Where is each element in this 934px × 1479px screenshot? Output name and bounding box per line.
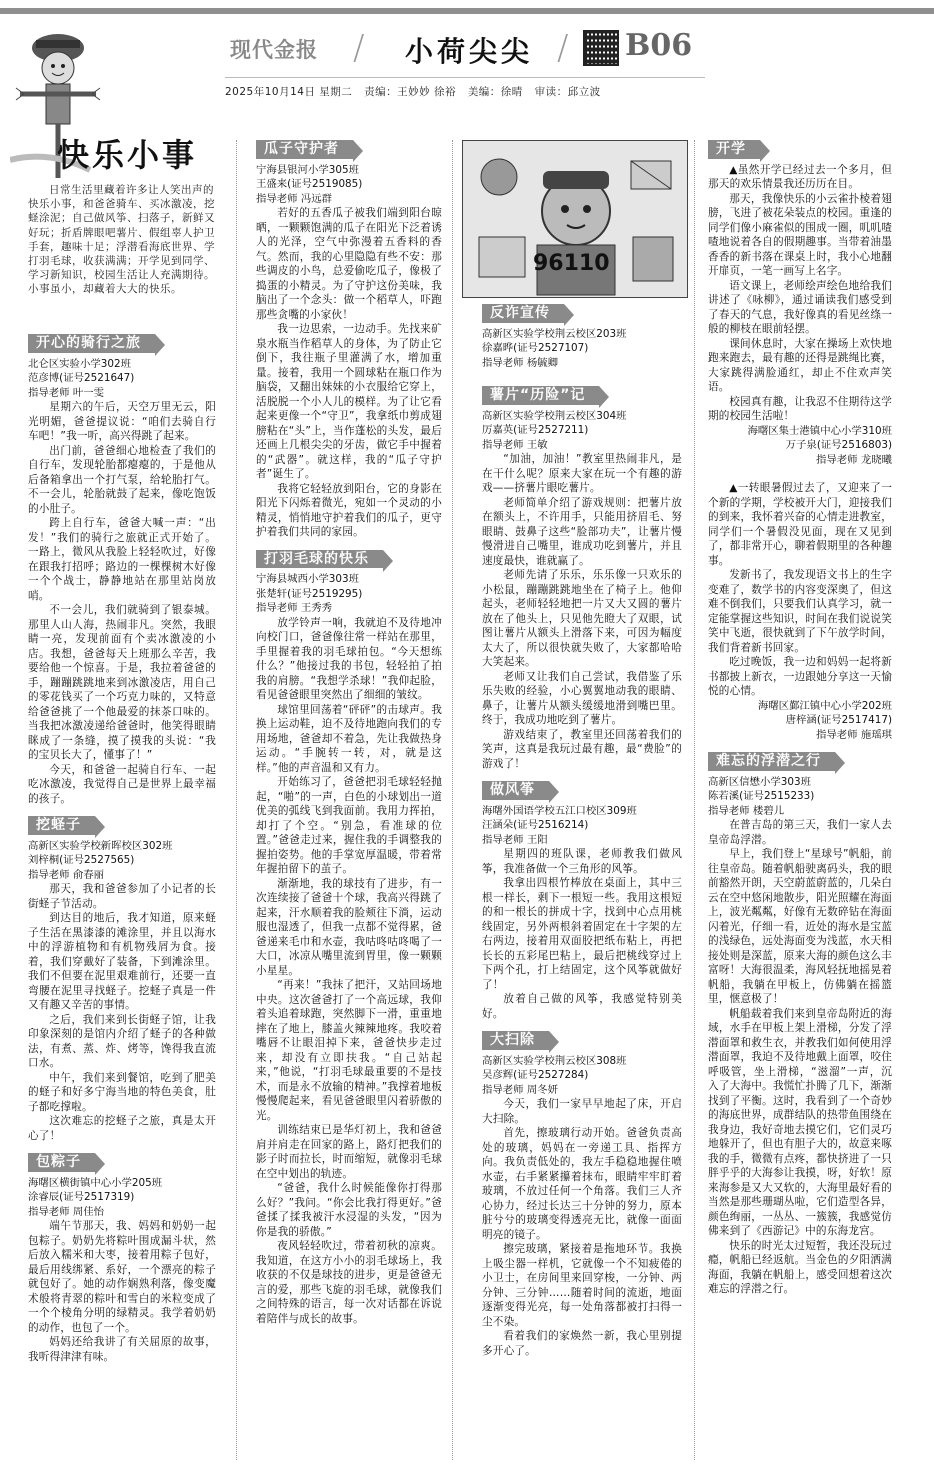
paragraph: 球馆里回荡着“砰砰”的击球声。我换上运动鞋，迫不及待地跑向我们的专用场地，爸爸却不着急，先让我做热身运动。“手腕转一转，对，就是这样。”他的声音温和又有力。	[256, 703, 442, 774]
paragraph: 星期四的班队课，老师教我们做风筝，我准备做一个三角形的风筝。	[482, 848, 682, 875]
school: 高新区实验学校荆云校区203班	[482, 327, 627, 340]
qr-code-icon[interactable]	[583, 30, 619, 66]
paragraph: 我将它轻轻放到阳台，它的身影在阳光下闪烁着微光，宛如一个灵动的小精灵，悄悄地守护着我们的瓜子，更守护着我们共同的家园。	[256, 482, 442, 538]
article-badminton	[256, 550, 442, 1327]
school: 海曙区鄞江镇中心小学202班	[757, 699, 892, 712]
paragraph: 我拿出四根竹棒放在桌面上，其中三根一样长，剩下一根短一些。我用这根短的和一根长的拼成十字，找到中心点用桃线固定，另外两根斜着固定在十字架的左右两边，接着用双面胶把纸布粘上，再把长长的五彩尾巴粘上，最后把桃线穿过上下两个孔，打上结固定，这个风筝就做好了！	[482, 877, 682, 991]
paragraph: ▲一转眼暑假过去了，又迎来了一个新的学期，学校被开大门，迎接我们的到来，我怀着兴奋的心情走进教室，同学们一个暑假没见面，现在又见到了，都非常开心，聊着假期里的各种趣事。	[708, 482, 892, 567]
paragraph: 渐渐地，我的球技有了进步，有一次连续接了爸爸十个球，我高兴得跳了起来，汗水顺着我的脸颊往下淌，运动服也湿透了，但我一点都不觉得累，爸爸递来毛巾和水壶，我咕咚咕咚喝了一大口，冰凉从嘴里流到胃里，像一颗颗小星星。	[256, 877, 442, 977]
author: 涂睿辰(证号2517319)	[28, 1191, 135, 1203]
article-zongzi	[28, 1153, 216, 1364]
proofreader-credit: 审读：邱立波	[534, 86, 601, 98]
paragraph: 老师简单介绍了游戏规则：把薯片放在额头上，不许用手，只能用挤眉毛、努眼睛、鼓鼻子这些“脸部功夫”，让薯片慢慢滑进自己嘴里，谁成功吃到薯片，并且速度最快，谁就赢了。	[482, 496, 682, 567]
column-divider	[452, 140, 453, 1460]
author: 王盛来(证号2519085)	[256, 178, 363, 190]
masthead-divider: /	[557, 28, 569, 68]
paragraph: 这次难忘的挖蛏子之旅，真是太开心了！	[28, 1115, 216, 1142]
paragraph: 早上，我们登上“星球号”帆船，前往皇帝岛。随着帆船驶离码头，我的眼前豁然开朗，天空蔚蓝蔚蓝的，几朵白云在空中悠闲地散步，阳光照耀在海面上，波光粼粼，好像有无数碎钻在海面闪着光，仔细一看，近处的海水是宝蓝的浅绿色，远处海面变为浅蓝，水天相接处则是深蓝，原来大海的颜色这么丰富呀！大海很温柔，海风轻抚地摇晃着帆船，我躺在甲板上，仿佛躺在摇篮里，惬意极了！	[708, 848, 892, 1005]
paragraph: 到达目的地后，我才知道，原来蛏子生活在黑漆漆的滩涂里，并且以海水中的浮游植物和有机物残屑为食。接着，我们穿戴好了装备，下到滩涂里。我们不但要在泥里艰难前行，还要一直弯腰在泥里寻找蛏子。挖蛏子真是一件又有趣又辛苦的事情。	[28, 912, 216, 1011]
paragraph: 老师先请了乐乐，乐乐像一只欢乐的小松鼠，蹦蹦跳跳地坐在了椅子上。他仰起头，老师轻轻地把一片又大又圆的薯片放在了他头上，只见他先瞪大了双眼，试图让薯片从额头上滑落下来，可因为幅度太大了，所以很快就失败了，大家都哈哈大笑起来。	[482, 569, 682, 668]
column-divider	[694, 140, 695, 1460]
paragraph: 校园真有趣，让我忍不住期待这学期的校园生活啦！	[708, 395, 892, 422]
author: 陈若溪(证号2515233)	[708, 790, 815, 802]
paragraph: 那天，我和爸爸参加了小记者的长街蛏子节活动。	[28, 883, 216, 910]
paragraph: 中午，我们来到餐馆，吃到了肥美的蛏子和好多宁海当地的特色美食，肚子都吃撑啦。	[28, 1071, 216, 1113]
school: 海曙区横街镇中心小学205班	[28, 1176, 163, 1189]
teacher: 指导老师 叶一雯	[28, 386, 105, 399]
page-number: B06	[625, 28, 693, 63]
article-snorkeling	[708, 752, 892, 1297]
article-title: 打羽毛球的快乐	[256, 550, 383, 569]
school: 高新区实验学校荆云校区304班	[482, 409, 627, 422]
paragraph: 今天，我们一家早早地起了床，开启大扫除。	[482, 1098, 682, 1125]
paragraph: 端午节那天，我、妈妈和奶奶一起包粽子。奶奶先将粽叶围成漏斗状，然后放入糯米和大枣，接着用粽子包好，最后用线绑紧、系好，一个漂亮的粽子就包好了。她的动作娴熟利落，像变魔术般将青翠的粽叶和雪白的米粒变成了一个个棱角分明的绿精灵。我学着奶奶的动作，也包了一个。	[28, 1220, 216, 1334]
article-title: 做风筝	[482, 781, 549, 800]
author: 范彦博(证号2521647)	[28, 372, 135, 384]
editor-credit: 责编：王妙妙 徐裕	[364, 86, 456, 98]
hotline-number: 96110	[533, 251, 610, 276]
paragraph: 首先，擦玻璃行动开始。爸爸负责高处的玻璃，妈妈在一旁递工具、指挥方向。我负责低处的，我左手稳稳地握住喷水壶，右手紧紧攥着抹布，眼睛牢牢盯着玻璃，不放过任何一个角落。我们三人齐心协力，经过长达三十分钟的努力，原本脏兮兮的玻璃变得透亮无比，就像一面面明亮的镜子。	[482, 1127, 682, 1241]
paragraph: 放着自己做的风筝，我感觉特别美好。	[482, 993, 682, 1020]
article-riding	[28, 334, 216, 806]
school: 海曙区集士港镇中心小学310班	[747, 424, 892, 437]
paragraph: 妈妈还给我讲了有关屈原的故事，我听得津津有味。	[28, 1336, 216, 1363]
paragraph: ▲虽然开学已经过去一个多月，但那天的欢乐情景我还历历在目。	[708, 163, 892, 190]
author: 厉嘉英(证号2527211)	[482, 424, 589, 436]
paragraph: 今天，和爸爸一起骑自行车、一起吃冰激凌，我觉得自己是世界上最幸福的孩子。	[28, 763, 216, 805]
article-anti-fraud	[482, 304, 682, 370]
school: 高新区实验学校新晖校区302班	[28, 839, 173, 852]
teacher: 指导老师 王秀秀	[256, 602, 333, 614]
school: 高新区信懋小学303班	[708, 775, 811, 788]
teacher: 指导老师 杨毓卿	[482, 356, 559, 369]
column-2	[256, 140, 442, 1336]
school: 宁海县城西小学303班	[256, 573, 359, 585]
newspaper-name: 现代金报	[230, 38, 318, 62]
teacher: 指导老师 楼碧儿	[708, 804, 785, 817]
paragraph: 夜风轻轻吹过，带着初秋的凉爽。我知道，在这方小小的羽毛球场上，我收获的不仅是球技的进步，更是爸爸无言的爱，那些飞旋的羽毛球，就像我们之间特殊的语言，每一次对话都在诉说着陪伴与成长的故事。	[256, 1240, 442, 1325]
article-guardian	[256, 140, 442, 540]
designer-credit: 美编：徐晴	[467, 86, 523, 98]
author: 徐嘉晔(证号2527107)	[482, 342, 589, 354]
school: 宁海县银河小学305班	[256, 163, 359, 176]
masthead-rule	[225, 77, 705, 78]
teacher: 指导老师 冯远群	[256, 192, 333, 205]
article-title: 反诈宣传	[482, 304, 564, 323]
paragraph: 之后，我们来到长街蛏子馆，让我印象深刻的是馆内介绍了蛏子的各种做法，有煮、蒸、炸、烤等，馋得我直流口水。	[28, 1013, 216, 1069]
author: 张楚轩(证号2519295)	[256, 587, 363, 600]
section-name: 小荷尖尖	[405, 35, 534, 68]
article-school-start	[708, 140, 892, 467]
author: 刘梓桐(证号2527565)	[28, 854, 135, 866]
dateline	[225, 84, 705, 99]
article-title: 薯片“历险”记	[482, 386, 599, 405]
paragraph: 跨上自行车，爸爸大喊一声：“出发！”我们的骑行之旅就正式开始了。一路上，微风从我脸上轻轻吹过，好像在跟我打招呼；路边的一棵棵树木好像一个个战士，静静地站在那里站岗放哨。	[28, 517, 216, 602]
paragraph: 我一边思索，一边动手。先找来矿泉水瓶当作稻草人的身体，为了防止它倒下，我往瓶子里灌满了水，增加重量。接着，我用一个圆球粘在瓶口作为脑袋，又翻出妹妹的小衣服给它穿上，活脱脱一个小人儿的模样。为了让它看起来更像一个“守卫”，我拿纸巾剪成翅膀粘在“头”上，当作蓬松的头发，最后还画上几根尖尖的牙齿，做它手中握着的“武器”。就这样，我的“瓜子守护者”诞生了。	[256, 323, 442, 480]
article-title: 大扫除	[482, 1031, 549, 1050]
school: 海曙外国语学校五江口校区309班	[482, 804, 637, 817]
masthead	[225, 26, 705, 74]
article-chips	[482, 386, 682, 771]
anti-fraud-drawing-icon	[462, 140, 688, 298]
article-title: 挖蛏子	[28, 816, 95, 835]
author: 唐梓涵(证号2517417)	[785, 714, 892, 726]
column-divider	[236, 140, 237, 1460]
paragraph: 训练结束已是华灯初上，我和爸爸肩并肩走在回家的路上，路灯把我们的影子时而拉长，时而缩短，就像羽毛球在空中划出的轨迹。	[256, 1124, 442, 1180]
teacher: 指导老师 王阳	[482, 833, 548, 846]
paragraph: 擦完玻璃，紧接着是拖地环节。我换上吸尘器一样机，它就像一个不知疲倦的小卫士，在房间里来回穿梭，一分钟、两分钟、三分钟……随着时间的流逝，地面逐渐变得光亮，每一处角落都被打扫得一尘不染。	[482, 1243, 682, 1328]
paragraph: 放学铃声一响，我就迫不及待地冲向校门口，爸爸像往常一样站在那里，手里握着我的羽毛球拍包。“今天想练什么？”他接过我的书包，轻轻拍了拍我的肩膀。“我想学杀球！”我仰起脸，看见爸爸眼里突然出了细细的皱纹。	[256, 616, 442, 701]
school: 北仑区实验小学302班	[28, 357, 131, 370]
column-1	[28, 334, 216, 1374]
article-school-start-2	[708, 481, 892, 742]
paragraph: 老师又让我们自己尝试，我借鉴了乐乐失败的经验，小心翼翼地动我的眼睛、鼻子，让薯片从额头缓缓地滑到嘴巴里。终于，我成功地吃到了薯片。	[482, 670, 682, 726]
paragraph: 开始练习了，爸爸把羽毛球轻轻抛起，“啪”的一声，白色的小球划出一道优美的弧线飞到我面前。我用力挥拍，却打了个空。“别急，看准球的位置。”爸爸走过来，握住我的手调整我的握拍姿势。他的手掌宽厚温暖，带着常年握拍留下的茧子。	[256, 776, 442, 875]
article-kite	[482, 781, 682, 1021]
article-title: 瓜子守护者	[256, 140, 353, 159]
author: 吴彦辉(证号2527284)	[482, 1069, 589, 1081]
paragraph: 快乐的时光太过短暂，我还没玩过瘾，帆船已经返航。当金色的夕阳洒满海面，我躺在帆船上，感受回想着这次难忘的浮潜之行。	[708, 1239, 892, 1295]
masthead-divider: /	[353, 28, 365, 68]
feature-intro: 日常生活里藏着许多让人笑出声的快乐小事，和爸爸骑车、买冰激凌，挖蛏涂泥；自己做风筝、扫落子，新鲜又好玩；折盾牌眼吧薯片、假组辜人护卫手套，趣味十足；浮潜看海底世界、学打羽毛球，收获满满；开学见到同学、学习新知识，校园生活让人充满期待。小事虽小，却藏着大大的快乐。	[28, 184, 215, 296]
article-title: 开心的骑行之旅	[28, 334, 155, 353]
teacher: 指导老师 周佳怡	[28, 1205, 105, 1218]
paragraph: 看着我们的家焕然一新，我心里别提多开心了。	[482, 1330, 682, 1357]
paragraph: 帆船载着我们来到皇帝岛附近的海域，水手在甲板上架上滑梯，分发了浮潜面罩和救生衣，并教我们如何使用浮潜面罩，我迫不及待地戴上面罩，咬住呼吸管，坐上滑梯，“滋溜”一声，沉入了大海中。我慌忙扑腾了几下，渐渐找到了平衡。这时，我看到了一个奇妙的海底世界，成群结队的热带鱼围绕在我身边，我好奇地去摸它们，它们灵巧地躲开了，但也有胆子大的，故意来啄我的手，微微有点疼，都快挤进了一只胖乎乎的大海参让我摸，呀，好软！原来海参是又大又软的，大海里最好看的当然是那些珊瑚丛啦，它们造型各异，颜色绚丽，一丛丛、一簇簇，我感觉仿佛来到了《西游记》中的东海龙宫。	[708, 1007, 892, 1237]
paragraph: 游戏结束了，教室里还回荡着我们的笑声，这真是我玩过最有趣，最“费脸”的游戏了！	[482, 728, 682, 770]
teacher: 指导老师 俞春丽	[28, 868, 105, 881]
paragraph: “加油，加油！”教室里热闹非凡，是在干什么呢？原来大家在玩一个有趣的游戏——挤薯片眼吃薯片。	[482, 453, 682, 494]
author: 万子泉(证号2516803)	[785, 439, 892, 451]
teacher: 指导老师 王敏	[482, 438, 548, 451]
paragraph: 不一会儿，我们就骑到了银泰城。那里人山人海，热闹非凡。突然，我眼睛一亮，发现前面有个卖冰激凌的小店。我想，爸爸每天上班那么辛苦，我要给他一个惊喜。于是，我拉着爸爸的手，蹦蹦跳跳地来到冰激凌店，用自己的零花钱买了一个巧克力味的，又特意给爸爸挑了一个他最爱的抹茶口味的。当我把冰激凌递给爸爸时，他笑得眼睛眯成了一条缝，摸了摸我的头说：“我的宝贝长大了，懂事了！”	[28, 604, 216, 761]
teacher: 指导老师 施瑶琪	[815, 728, 892, 741]
paragraph: 发新书了，我发现语文书上的生字变难了，数学书的内容变深奥了，但这难不倒我们，只要我们认真学习，就一定能掌握这些知识，时间在我们说说笑笑中飞逝，很快就到了下午放学时间，我们背着新书回家。	[708, 569, 892, 654]
article-title: 开学	[708, 140, 760, 159]
article-cleaning	[482, 1031, 682, 1358]
paragraph: “爸爸，我什么时候能像你打得那么好？”我问。“你会比我打得更好。”爸爸揉了揉我被汗水浸湿的头发，“因为你是我的骄傲。”	[256, 1182, 442, 1238]
paragraph: 课间休息时，大家在操场上欢快地跑来跑去，最有趣的还得是跳绳比赛，大家跳得满脸通红，却止不住欢声笑语。	[708, 337, 892, 393]
paragraph: “再来！”我抹了把汗，又站回场地中央。这次爸爸打了一个高远球，我仰着头追着球跑，突然脚下一滑，重重地摔在了地上，膝盖火辣辣地疼。我咬着嘴唇不让眼泪掉下来，爸爸快步走过来，却没有立即扶我。“自己站起来，”他说，“打羽毛球最重要的不是技术，而是永不放输的精神。”我撑着地板慢慢爬起来，看见爸爸眼里闪着骄傲的光。	[256, 979, 442, 1122]
paragraph: 若好的五香瓜子被我们端到阳台晾晒，一颗颗饱满的瓜子在阳光下泛着诱人的光泽，空气中弥漫着五香料的香气。然而，我的心里隐隐有些不安：那些调皮的小鸟，总爱偷吃瓜子，像极了捣蛋的小精灵。为了守护这份美味，我脑出了一个念头：做一个稻草人，吓跑那些贪嘴的小家伙！	[256, 207, 442, 321]
column-4	[708, 140, 892, 1307]
issue-date: 2025年10月14日 星期二	[225, 86, 353, 98]
school: 高新区实验学校荆云校区308班	[482, 1054, 627, 1067]
column-3	[482, 304, 682, 1368]
feature-title: 快乐小事	[57, 136, 198, 174]
article-title: 难忘的浮潜之行	[708, 752, 835, 771]
author: 汪涵朵(证号2516214)	[482, 819, 589, 831]
paragraph: 吃过晚饭，我一边和妈妈一起将新书都披上新衣，一边跟她分享这一天愉悦的心情。	[708, 656, 892, 697]
teacher: 指导老师 周冬妍	[482, 1083, 559, 1096]
paragraph: 那天，我像快乐的小云雀扑棱着翅膀，飞进了被花朵装点的校园。重逢的同学们像小麻雀似的围成一圈，叽叽喳喳地说着各自的假期趣事。当带着油墨香香的新书落在课桌上时，我小心地翻开扉页，一笔一画写上名字。	[708, 192, 892, 277]
paragraph: 在普吉岛的第三天，我们一家人去皇帝岛浮潜。	[708, 819, 892, 846]
article-title: 包粽子	[28, 1153, 95, 1172]
paragraph: 语文课上，老师绘声绘色地给我们讲述了《咏柳》，通过诵读我们感受到了春天的气息，我好像真的看见丝绦一般的柳枝在眼前轻摆。	[708, 279, 892, 335]
article-razor-clam	[28, 816, 216, 1143]
paragraph: 星期六的午后，天空万里无云，阳光明媚，爸爸提议说：“咱们去骑自行车吧！”我一听，高兴得跳了起来。	[28, 401, 216, 442]
teacher: 指导老师 龙晓曦	[815, 453, 892, 466]
paragraph: 出门前，爸爸细心地检查了我们的自行车，发现轮胎都瘪瘪的，于是他从后备箱拿出一个打气泵，给轮胎打气。不一会儿，轮胎就鼓了起来，像吃饱饭的小肚子。	[28, 444, 216, 515]
